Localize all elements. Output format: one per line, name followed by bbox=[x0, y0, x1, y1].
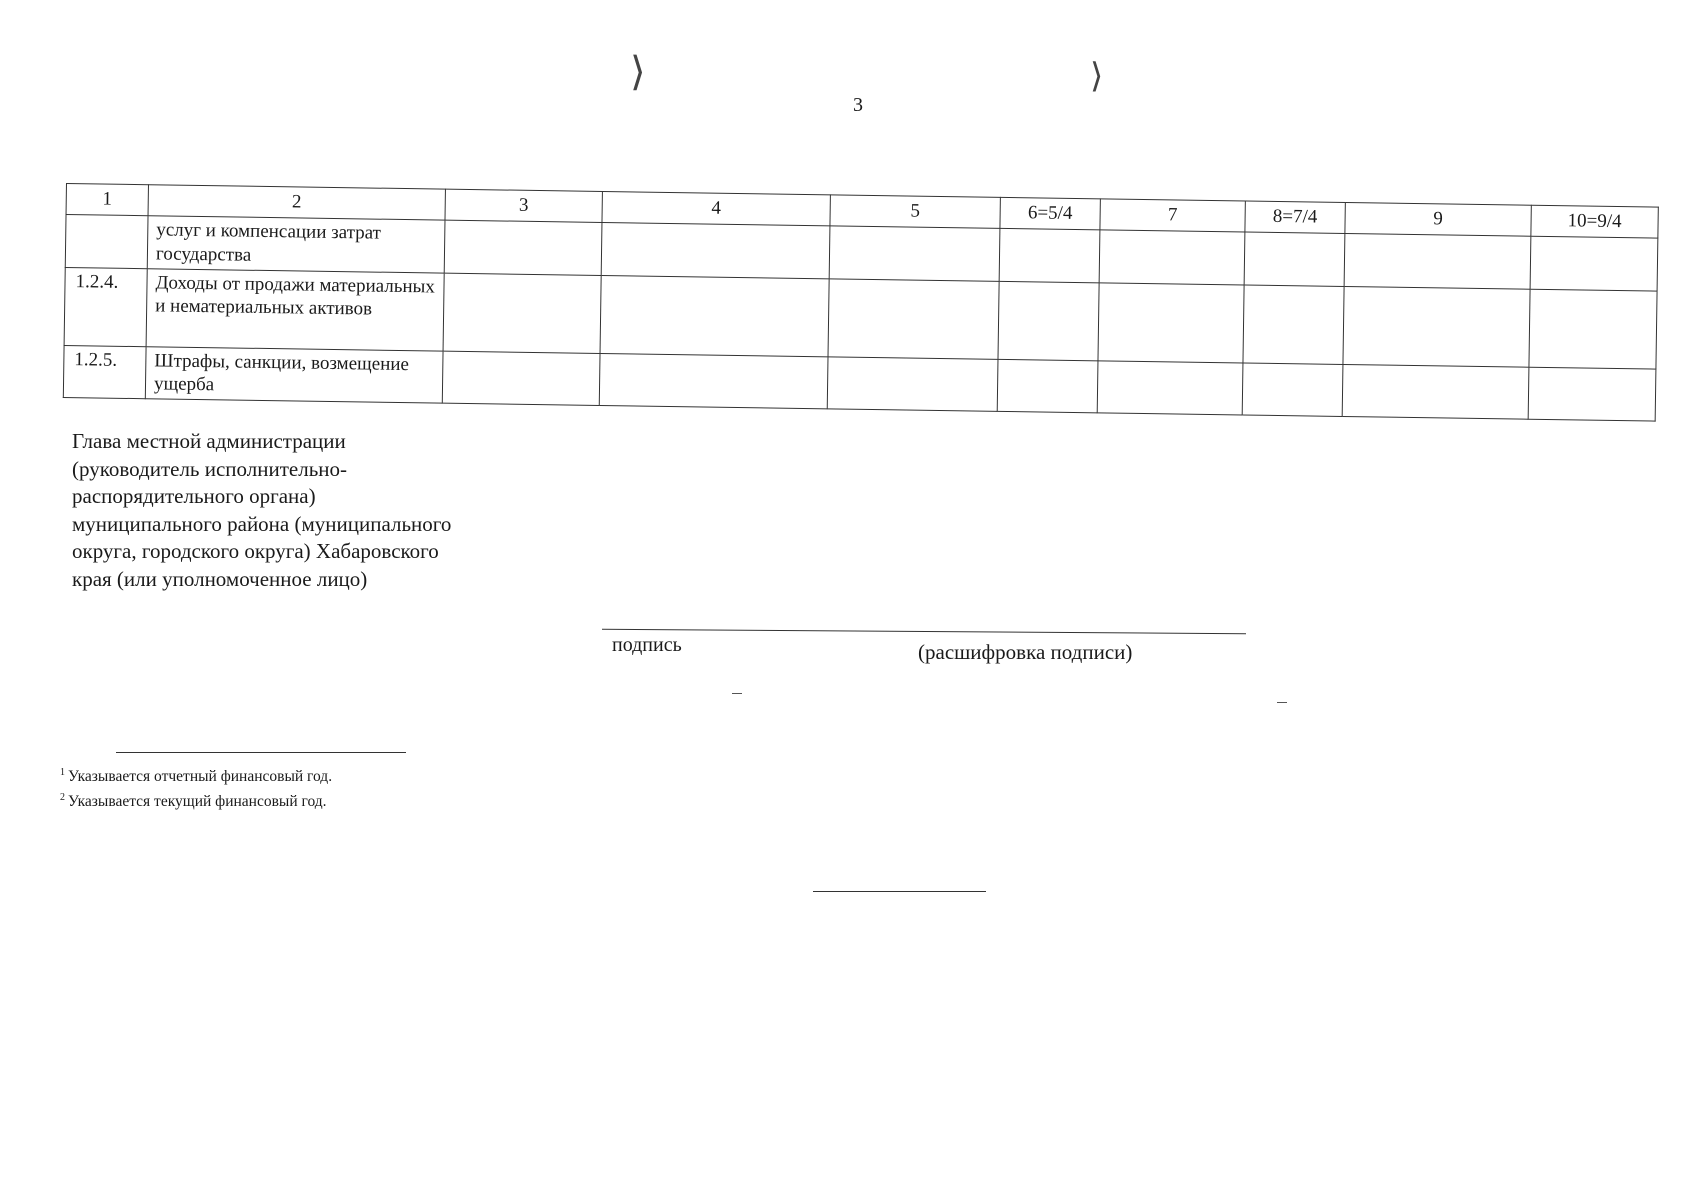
column-number: 9 bbox=[1345, 202, 1531, 236]
row-code bbox=[65, 215, 148, 269]
empty-cell bbox=[1243, 284, 1344, 363]
report-table-wrap bbox=[63, 183, 1658, 422]
page-number: 3 bbox=[853, 94, 863, 116]
empty-cell bbox=[1343, 286, 1530, 367]
signature-decode-caption: (расшифровка подписи) bbox=[918, 640, 1133, 664]
footnote-mark: 2 bbox=[60, 792, 65, 803]
binding-mark-right: ⟩ bbox=[1090, 58, 1104, 95]
column-number: 7 bbox=[1100, 199, 1245, 232]
empty-cell bbox=[1344, 233, 1531, 288]
footnote bbox=[60, 768, 332, 786]
row-name: Штрафы, санкции, возмещение ущерба bbox=[145, 346, 443, 403]
empty-cell bbox=[999, 228, 1100, 282]
footnote bbox=[60, 793, 327, 811]
footnote-text: Указывается текущий финансовый год. bbox=[68, 793, 327, 810]
row-code: 1.2.4. bbox=[64, 267, 147, 346]
empty-cell bbox=[1242, 362, 1343, 416]
empty-cell bbox=[443, 273, 601, 353]
column-number: 8=7/4 bbox=[1245, 201, 1345, 233]
empty-cell bbox=[829, 226, 1000, 281]
column-number: 10=9/4 bbox=[1531, 205, 1658, 238]
scan-mark bbox=[1277, 702, 1287, 703]
report-table bbox=[63, 183, 1659, 422]
signature-line bbox=[602, 629, 1246, 634]
empty-cell bbox=[1342, 364, 1529, 419]
empty-cell bbox=[1097, 360, 1243, 415]
empty-cell bbox=[1098, 282, 1244, 362]
row-name: Доходы от продажи материальных и нематериальных активов bbox=[146, 268, 444, 350]
empty-cell bbox=[998, 281, 1099, 360]
empty-cell bbox=[442, 351, 600, 406]
end-of-document-line bbox=[813, 891, 986, 892]
empty-cell bbox=[997, 359, 1098, 413]
column-number: 2 bbox=[148, 185, 445, 220]
row-code: 1.2.5. bbox=[63, 345, 146, 399]
empty-cell bbox=[599, 353, 828, 409]
footnote-separator bbox=[116, 752, 406, 753]
empty-cell bbox=[1099, 230, 1245, 285]
signature-caption: подпись bbox=[612, 634, 682, 656]
empty-cell bbox=[1530, 236, 1658, 290]
row-name: услуг и компенсации затрат государства bbox=[147, 216, 445, 273]
footnote-text: Указывается отчетный финансовый год. bbox=[68, 768, 333, 785]
column-number: 1 bbox=[66, 184, 148, 216]
empty-cell bbox=[1529, 289, 1657, 369]
empty-cell bbox=[444, 220, 602, 275]
column-number: 3 bbox=[445, 189, 602, 222]
empty-cell bbox=[600, 275, 829, 356]
binding-mark-left: ⟩ bbox=[630, 49, 646, 94]
scan-mark bbox=[732, 693, 742, 694]
column-number: 5 bbox=[830, 195, 1000, 229]
empty-cell bbox=[827, 356, 998, 411]
empty-cell bbox=[601, 222, 830, 278]
column-number: 6=5/4 bbox=[1000, 197, 1100, 229]
column-number: 4 bbox=[602, 191, 830, 225]
footnote-mark: 1 bbox=[60, 767, 65, 778]
empty-cell bbox=[828, 278, 999, 359]
signatory-position-label: Глава местной администрации (руководитель исполнительно-распорядительного органа) муниципального района (муниципального округа, городского округа) Хабаровского края (или уполномоченное лицо) bbox=[72, 429, 452, 591]
empty-cell bbox=[1244, 232, 1345, 286]
empty-cell bbox=[1528, 367, 1656, 421]
